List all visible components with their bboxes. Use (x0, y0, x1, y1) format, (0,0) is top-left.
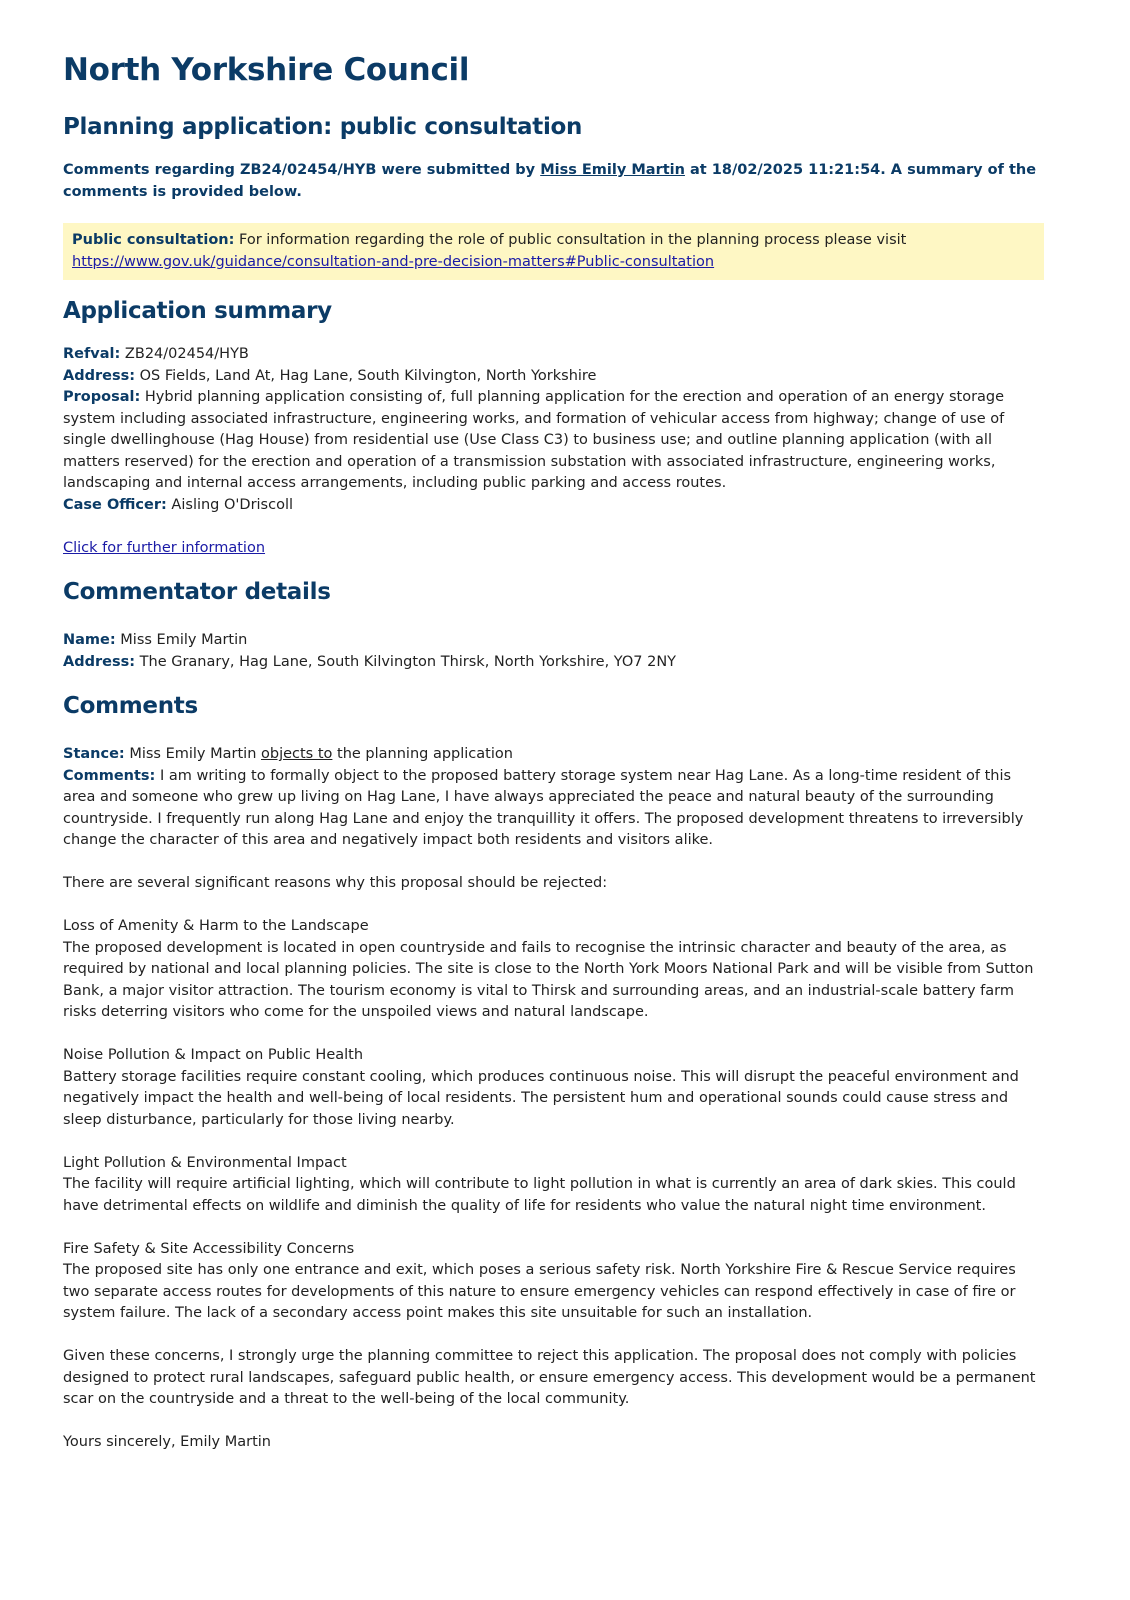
submission-suffix: at 18/02/2025 11:21:54. A summary of the comments is provided below. (63, 162, 1037, 200)
conclusion: Given these concerns, I strongly urge the planning committee to reject this application. The proposal does not comply with policies designed to protect rural landscapes, safeguard public health, or ensure emergency access. This development would be a permanent scar on the countryside and a threat to the well-being of the local community. (63, 1348, 1036, 1407)
reason-title: Loss of Amenity & Harm to the Landscape (63, 918, 369, 934)
refval-label: Refval: (63, 346, 121, 362)
page-title: Planning application: public consultation (63, 114, 583, 140)
commenter-name-link[interactable]: Miss Emily Martin (540, 162, 685, 178)
reasons-intro: There are several significant reasons why this proposal should be rejected: (63, 875, 608, 891)
objects-to-link[interactable]: objects to (261, 746, 333, 762)
refval-value: ZB24/02454/HYB (120, 346, 249, 362)
proposal-label: Proposal: (63, 389, 141, 405)
stance-prefix: Miss Emily Martin (124, 746, 261, 762)
commentator-address-label: Address: (63, 653, 136, 670)
banner-label: Public consultation: (72, 232, 235, 248)
commentator-address-row (63, 652, 1044, 674)
commentator-details (63, 630, 1044, 673)
reason-section (63, 1239, 1044, 1325)
comments-intro (63, 766, 1044, 852)
reason-title: Fire Safety & Site Accessibility Concerns (63, 1240, 355, 1257)
signoff: Yours sincerely, Emily Martin (63, 1434, 271, 1450)
consultation-guidance-link[interactable]: https://www.gov.uk/guidance/consultation-and-pre-decision-matters#Public-consultation (72, 253, 715, 270)
reason-body: The facility will require artificial lighting, which will contribute to light pollution in what is currently an area of dark skies. This could have detrimental effects on wildlife and diminish the quality of life for residents who value the natural night time environment. (63, 1176, 1016, 1214)
case-officer-label: Case Officer: (63, 496, 167, 513)
reason-body: Battery storage facilities require constant cooling, which produces continuous noise. This will disrupt the peaceful environment and negatively impact the health and well-being of local residents. The persistent hum and operational sounds could cause stress and sleep disturbance, particularly for those living nearby. (63, 1068, 1019, 1128)
comments-body (63, 744, 1044, 1454)
reason-body: The proposed development is located in open countryside and fails to recognise the intrinsic character and beauty of the area, as required by national and local planning policies. The site is close to the North York Moors National Park and will be visible from Sutton Bank, a major visitor attraction. The tourism economy is vital to Thirsk and surrounding areas, and an industrial-scale battery farm risks deterring visitors who come for the unspoiled views and natural landscape. (63, 939, 1034, 1020)
reason-title: Noise Pollution & Impact on Public Health (63, 1047, 364, 1063)
banner-text: For information regarding the role of public consultation in the planning process please visit (234, 232, 907, 248)
stance-row (63, 744, 1044, 766)
comments-intro-text: I am writing to formally object to the proposed battery storage system near Hag Lane. As a long-time resident of this area and someone who grew up living on Hag Lane, I have always appreciated the peace and natural beauty of the surrounding countryside. I frequently run along Hag Lane and enjoy the tranquillity it offers. The proposed development threatens to irreversibly change the character of this area and negatively impact both residents and visitors alike. (63, 767, 1024, 848)
refval-row (63, 344, 1044, 366)
stance-label: Stance: (63, 746, 125, 762)
address-row (63, 366, 1044, 388)
name-value: Miss Emily Martin (115, 632, 248, 648)
stance-suffix: the planning application (332, 746, 513, 762)
application-summary (63, 344, 1044, 559)
reason-title: Light Pollution & Environmental Impact (63, 1154, 347, 1171)
comments-label: Comments: (63, 767, 156, 784)
case-officer-value: Aisling O'Driscoll (166, 496, 294, 513)
further-information-link[interactable]: Click for further information (63, 539, 266, 556)
case-officer-row (63, 495, 1044, 517)
submission-summary (63, 160, 1044, 203)
application-summary-heading: Application summary (63, 298, 332, 324)
comments-heading: Comments (63, 693, 198, 719)
reason-section (63, 916, 1044, 1024)
reason-section (63, 1045, 1044, 1131)
council-title: North Yorkshire Council (63, 52, 470, 88)
proposal-row (63, 387, 1044, 495)
reason-body: The proposed site has only one entrance and exit, which poses a serious safety risk. North Yorkshire Fire & Rescue Service requires two separate access routes for developments of this nature to ensure emergency vehicles can respond effectively in case of fire or system failure. The lack of a secondary access point makes this site unsuitable for such an installation. (63, 1262, 1016, 1321)
reason-section (63, 1153, 1044, 1218)
address-label: Address: (63, 367, 136, 384)
address-value: OS Fields, Land At, Hag Lane, South Kilvington, North Yorkshire (135, 367, 597, 384)
proposal-value: Hybrid planning application consisting of, full planning application for the erection and operation of an energy storage system including associated infrastructure, engineering works, and formation of vehicular access from highway; change of use of single dwellinghouse (Hag House) from residential use (Use Class C3) to business use; and outline planning application (with all matters reserved) for the erection and operation of a transmission substation with associated infrastructure, engineering works, landscaping and internal access arrangements, including public parking and access routes. (63, 389, 1005, 491)
public-consultation-banner (63, 223, 1044, 280)
commentator-address-value: The Granary, Hag Lane, South Kilvington Thirsk, North Yorkshire, YO7 2NY (135, 653, 677, 670)
commentator-name-row (63, 630, 1044, 652)
submission-prefix: Comments regarding ZB24/02454/HYB were submitted by (63, 162, 541, 178)
commentator-details-heading: Commentator details (63, 579, 331, 605)
name-label: Name: (63, 632, 116, 648)
